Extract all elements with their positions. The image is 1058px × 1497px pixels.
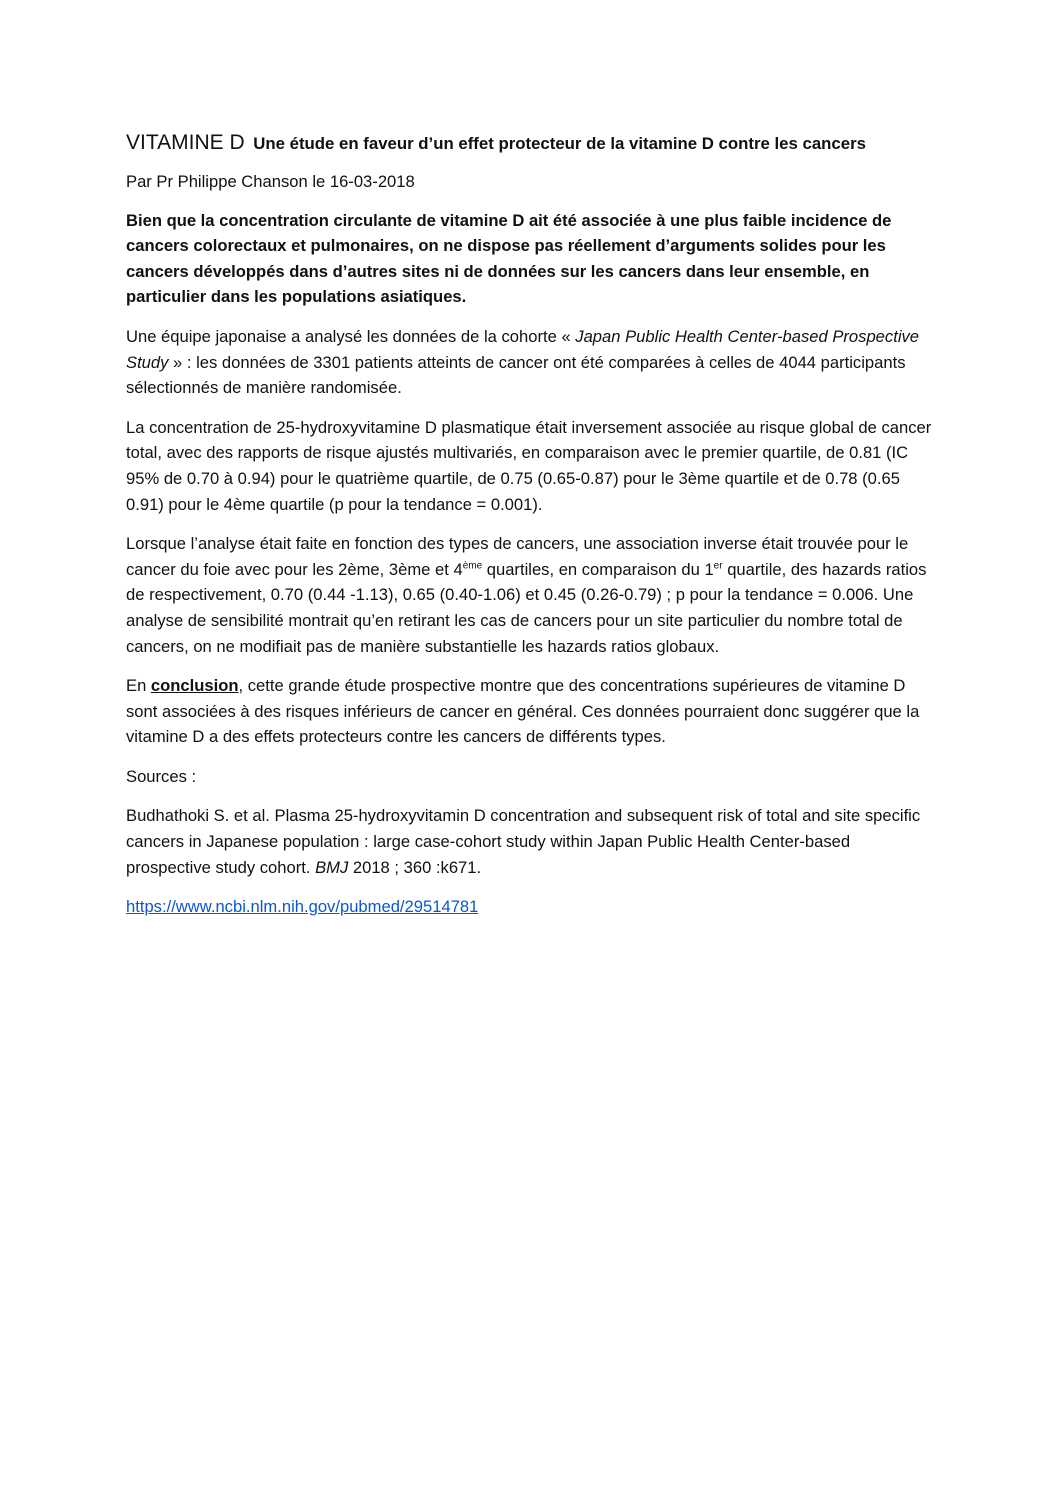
- title-line: [126, 128, 938, 159]
- paragraph-cohort-before: Une équipe japonaise a analysé les données de la cohorte «: [126, 326, 576, 346]
- reference: [126, 803, 938, 880]
- article-subtitle: Une étude en faveur d’un effet protecteur de la vitamine D contre les cancers: [253, 134, 866, 153]
- superscript-er: er: [713, 560, 723, 572]
- article-title: VITAMINE D: [126, 131, 245, 154]
- reference-journal: BMJ: [315, 857, 349, 877]
- paragraph-cancer-types-part2: quartiles, en comparaison du 1: [482, 559, 714, 579]
- paragraph-cancer-types: [126, 531, 938, 659]
- paragraph-cancer-types-part1: Lorsque l’analyse était faite en fonction des types de cancers, une association inverse était trouvée pour le cancer du foie avec pour les 2ème, 3ème et 4: [126, 534, 909, 579]
- paragraph-conclusion-after: , cette grande étude prospective montre que des concentrations supérieures de vitamine D sont associées à des risques inférieurs de cancer en général. Ces données pourraient donc suggérer que la vitamine D a des effets protecteurs contre les cancers de différents types.: [126, 676, 920, 747]
- pubmed-link[interactable]: https://www.ncbi.nlm.nih.gov/pubmed/29514781: [126, 897, 479, 917]
- paragraph-cancer-types-part3: quartile, des hazards ratios de respectivement, 0.70 (0.44 -1.13), 0.65 (0.40-1.06) et 0.45 (0.26-0.79) ; p pour la tendance = 0.006. Une analyse de sensibilité montrait qu’en retirant les cas de cancers pour un site particulier du nombre total de cancers, on ne modifiait pas de manière substantielle les hazards ratios globaux.: [126, 559, 927, 656]
- reference-citation: 2018 ; 360 :k671.: [348, 857, 482, 877]
- paragraph-conclusion-before: En: [126, 676, 151, 696]
- paragraph-cohort-after: » : les données de 3301 patients atteints de cancer ont été comparées à celles de 4044 participants sélectionnés de manière randomisée.: [126, 352, 906, 398]
- byline: Par Pr Philippe Chanson le 16-03-2018: [126, 172, 415, 191]
- paragraph-cohort: [126, 324, 938, 401]
- study-name: Japan Public Health Center-based Prospective Study: [126, 326, 920, 372]
- paragraph-conclusion: [126, 673, 938, 750]
- lead-paragraph: Bien que la concentration circulante de vitamine D ait été associée à une plus faible incidence de cancers colorectaux et pulmonaires, on ne dispose pas réellement d’arguments solides pour les cancers développés dans d’autres sites ni de données sur les cancers dans leur ensemble, en particulier dans les populations asiatiques.: [126, 210, 892, 307]
- reference-text: Budhathoki S. et al. Plasma 25-hydroxyvitamin D concentration and subsequent risk of total and site specific cancers in Japanese population : large case-cohort study within Japan Public Health Center-based prospective study cohort.: [126, 806, 921, 877]
- source-link-paragraph: [126, 894, 938, 920]
- sources-label: Sources :: [126, 766, 197, 786]
- paragraph-concentration: La concentration de 25-hydroxyvitamine D plasmatique était inversement associée au risque global de cancer total, avec des rapports de risque ajustés multivariés, en comparaison avec le premier quartile, de 0.81 (IC 95% de 0.70 à 0.94) pour le quatrième quartile, de 0.75 (0.65-0.87) pour le 3ème quartile et de 0.78 (0.65 0.91) pour le 4ème quartile (p pour la tendance = 0.001).: [126, 417, 932, 514]
- superscript-eme: ème: [462, 560, 483, 572]
- document-page: [126, 128, 938, 934]
- conclusion-keyword: conclusion: [150, 676, 239, 696]
